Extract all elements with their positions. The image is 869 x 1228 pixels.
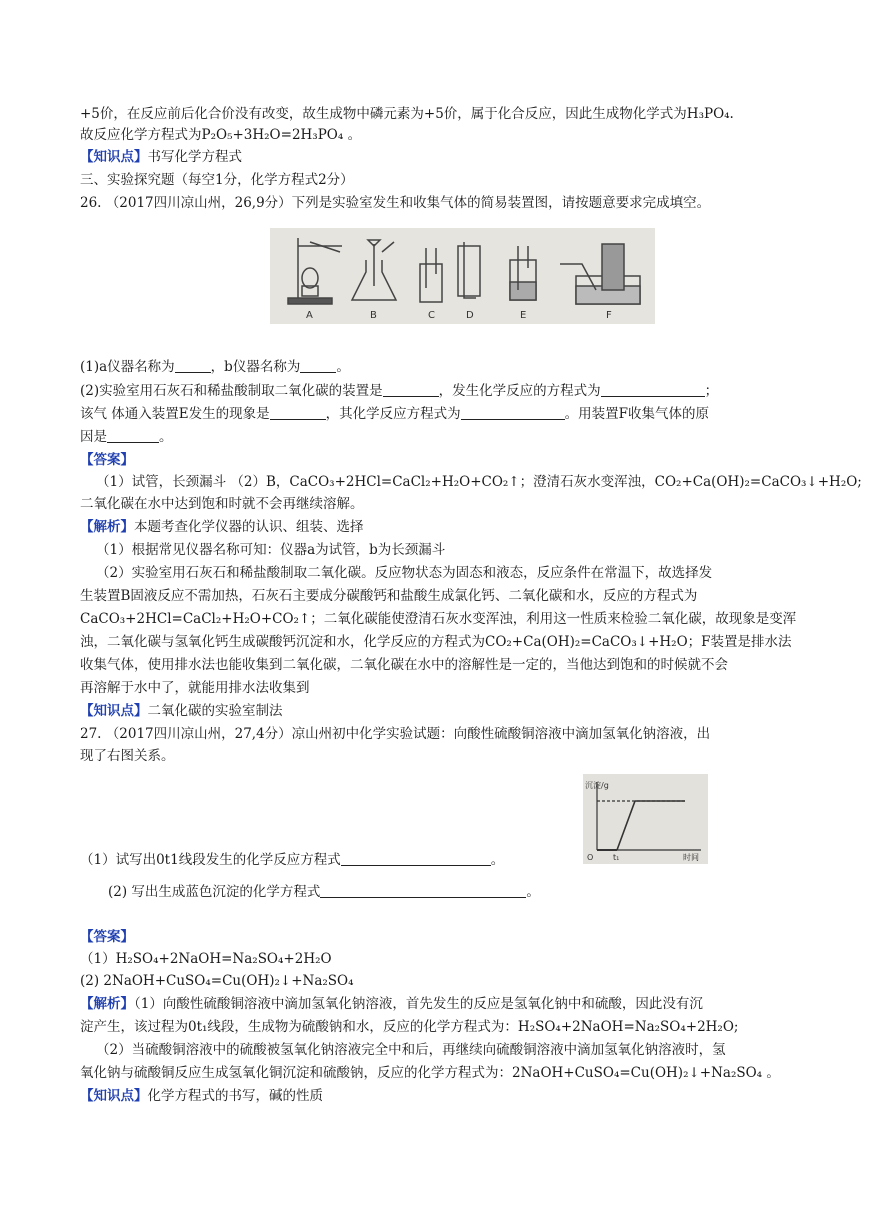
graph-origin: O bbox=[587, 853, 594, 862]
fig-label-b: B bbox=[370, 310, 377, 321]
answer-line: （1）H₂SO₄+2NaOH=Na₂SO₄+2H₂O bbox=[80, 951, 332, 967]
analysis-line: 浊，二氧化碳与氢氧化钙生成碳酸钙沉淀和水，化学反应的方程式为CO₂+Ca(OH)₂=CaCO₃↓+H₂O；F装置是排水法 bbox=[80, 634, 792, 650]
question-part bbox=[80, 357, 350, 377]
q-text: 。 bbox=[526, 884, 540, 900]
answer-heading bbox=[80, 927, 134, 947]
q-text: ； bbox=[704, 383, 719, 399]
question-stem: 现了右图关系。 bbox=[80, 748, 175, 764]
precipitate-graph bbox=[583, 774, 708, 864]
knowledge-text: 二氧化碳的实验室制法 bbox=[147, 703, 283, 719]
apparatus-drawing bbox=[270, 228, 655, 324]
q-text: 。用装置F收集气体的原 bbox=[564, 406, 710, 422]
answer-blank bbox=[300, 358, 336, 373]
analysis-line: 收集气体，使用排水法也能收集到二氧化碳，二氧化碳在水中的溶解性是一定的，当他达到饱和的时候就不会 bbox=[80, 657, 728, 673]
q-text: (2)实验室用石灰石和稀盐酸制取二氧化碳的装置是 bbox=[80, 383, 383, 399]
question-part bbox=[80, 427, 173, 447]
answer-heading bbox=[80, 450, 134, 470]
answer-line: 二氧化碳在水中达到饱和时就不会再继续溶解。 bbox=[80, 496, 364, 512]
answer-tag: 【答案】 bbox=[80, 929, 134, 945]
analysis-line: （2）当硫酸铜溶液中的硫酸被氢氧化钠溶液完全中和后，再继续向硫酸铜溶液中滴加氢氧化钠溶液时，氢 bbox=[96, 1042, 726, 1058]
knowledge-text: 书写化学方程式 bbox=[147, 149, 242, 165]
fig-label-e: E bbox=[520, 310, 527, 321]
knowledge-tag: 【知识点】 bbox=[80, 1088, 148, 1104]
q-text: 。 bbox=[336, 359, 350, 375]
q-text: (1)a仪器名称为 bbox=[80, 359, 175, 375]
analysis-tag: 【解析】 bbox=[80, 519, 134, 535]
analysis-text: 本题考查化学仪器的认识、组装、选择 bbox=[134, 519, 364, 535]
knowledge-text: 化学方程式的书写，碱的性质 bbox=[147, 1088, 323, 1104]
graph-xlabel: 时间 bbox=[683, 853, 699, 862]
analysis-tag: 【解析】 bbox=[80, 996, 134, 1012]
answer-blank bbox=[383, 382, 439, 397]
q-text: ，其化学反应方程式为 bbox=[325, 406, 461, 422]
graph-ylabel: 沉淀/g bbox=[585, 781, 609, 790]
q-text: 该气 体通入装置E发生的现象是 bbox=[80, 406, 270, 422]
analysis-line: CaCO₃+2HCl=CaCl₂+H₂O+CO₂↑；二氧化碳能使澄清石灰水变浑浊，利用这一性质来检验二氧化碳，故现象是变浑 bbox=[80, 611, 797, 627]
analysis-line: （1）根据常见仪器名称可知：仪器a为试管，b为长颈漏斗 bbox=[96, 542, 446, 558]
analysis bbox=[80, 517, 364, 537]
analysis-line: 氧化钠与硫酸铜反应生成氢氧化铜沉淀和硫酸钠，反应的化学方程式为：2NaOH+CuSO₄=Cu(OH)₂↓+Na₂SO₄ 。 bbox=[80, 1065, 780, 1081]
question-part bbox=[80, 381, 718, 401]
answer-blank bbox=[341, 851, 491, 866]
answer-blank bbox=[601, 382, 705, 397]
analysis-line: 再溶解于水中了，就能用排水法收集到 bbox=[80, 680, 310, 696]
q-text: 。 bbox=[159, 429, 173, 445]
question-part bbox=[80, 850, 504, 870]
answer-blank bbox=[461, 405, 565, 420]
graph-drawing bbox=[583, 774, 708, 864]
analysis-line: 淀产生，该过程为0t₁线段，生成物为硫酸钠和水，反应的化学方程式为：H₂SO₄+2NaOH=Na₂SO₄+2H₂O; bbox=[80, 1019, 739, 1035]
question-stem: 27. （2017四川凉山州，27,4分）凉山州初中化学实验试题：向酸性硫酸铜溶液中滴加氢氧化钠溶液，出 bbox=[80, 726, 711, 742]
knowledge-point bbox=[80, 147, 242, 167]
analysis bbox=[80, 994, 703, 1014]
knowledge-point bbox=[80, 1086, 323, 1106]
answer-line: （1）试管，长颈漏斗 （2）B，CaCO₃+2HCl=CaCl₂+H₂O+CO₂↑；澄清石灰水变浑浊，CO₂+Ca(OH)₂=CaCO₃↓+H₂O; bbox=[96, 474, 862, 490]
q-text: 。 bbox=[490, 852, 505, 868]
analysis-line: 生装置B固液反应不需加热，石灰石主要成分碳酸钙和盐酸生成氯化钙、二氧化碳和水，反应的方程式为 bbox=[80, 588, 698, 604]
analysis-text: （1）向酸性硫酸铜溶液中滴加氢氧化钠溶液，首先发生的反应是氢氧化钠中和硫酸，因此没有沉 bbox=[134, 996, 703, 1012]
apparatus-figure bbox=[270, 228, 655, 324]
question-stem: 26. （2017四川凉山州，26,9分）下列是实验室发生和收集气体的简易装置图，请按题意要求完成填空。 bbox=[80, 195, 711, 211]
q-text: ，b仪器名称为 bbox=[210, 359, 301, 375]
fig-label-d: D bbox=[466, 310, 474, 321]
q-text: 因是 bbox=[80, 429, 107, 445]
q-text: (2) 写出生成蓝色沉淀的化学方程式 bbox=[108, 884, 321, 900]
fig-label-c: C bbox=[428, 310, 435, 321]
text-line: +5价，在反应前后化合价没有改变，故生成物中磷元素为+5价，属于化合反应，因此生成物化学式为H₃PO₄. bbox=[80, 106, 734, 122]
question-part bbox=[80, 404, 709, 424]
answer-blank bbox=[320, 883, 526, 898]
answer-line: (2) 2NaOH+CuSO₄=Cu(OH)₂↓+Na₂SO₄ bbox=[80, 973, 354, 989]
analysis-line: （2）实验室用石灰石和稀盐酸制取二氧化碳。反应物状态为固态和液态，反应条件在常温下，故选择发 bbox=[96, 565, 713, 581]
knowledge-tag: 【知识点】 bbox=[80, 149, 148, 165]
graph-t1: t₁ bbox=[613, 853, 620, 862]
answer-tag: 【答案】 bbox=[80, 452, 134, 468]
question-part bbox=[108, 882, 540, 902]
answer-blank bbox=[270, 405, 326, 420]
answer-blank bbox=[107, 428, 159, 443]
fig-label-f: F bbox=[606, 310, 612, 321]
text-line: 故反应化学方程式为P₂O₅+3H₂O=2H₃PO₄ 。 bbox=[80, 127, 362, 143]
answer-blank bbox=[175, 358, 211, 373]
q-text: （1）试写出0t1线段发生的化学反应方程式 bbox=[80, 852, 341, 868]
q-text: ，发生化学反应的方程式为 bbox=[438, 383, 601, 399]
fig-label-a: A bbox=[306, 310, 313, 321]
knowledge-tag: 【知识点】 bbox=[80, 703, 148, 719]
knowledge-point bbox=[80, 701, 283, 721]
section-heading: 三、实验探究题（每空1分，化学方程式2分） bbox=[80, 172, 354, 188]
